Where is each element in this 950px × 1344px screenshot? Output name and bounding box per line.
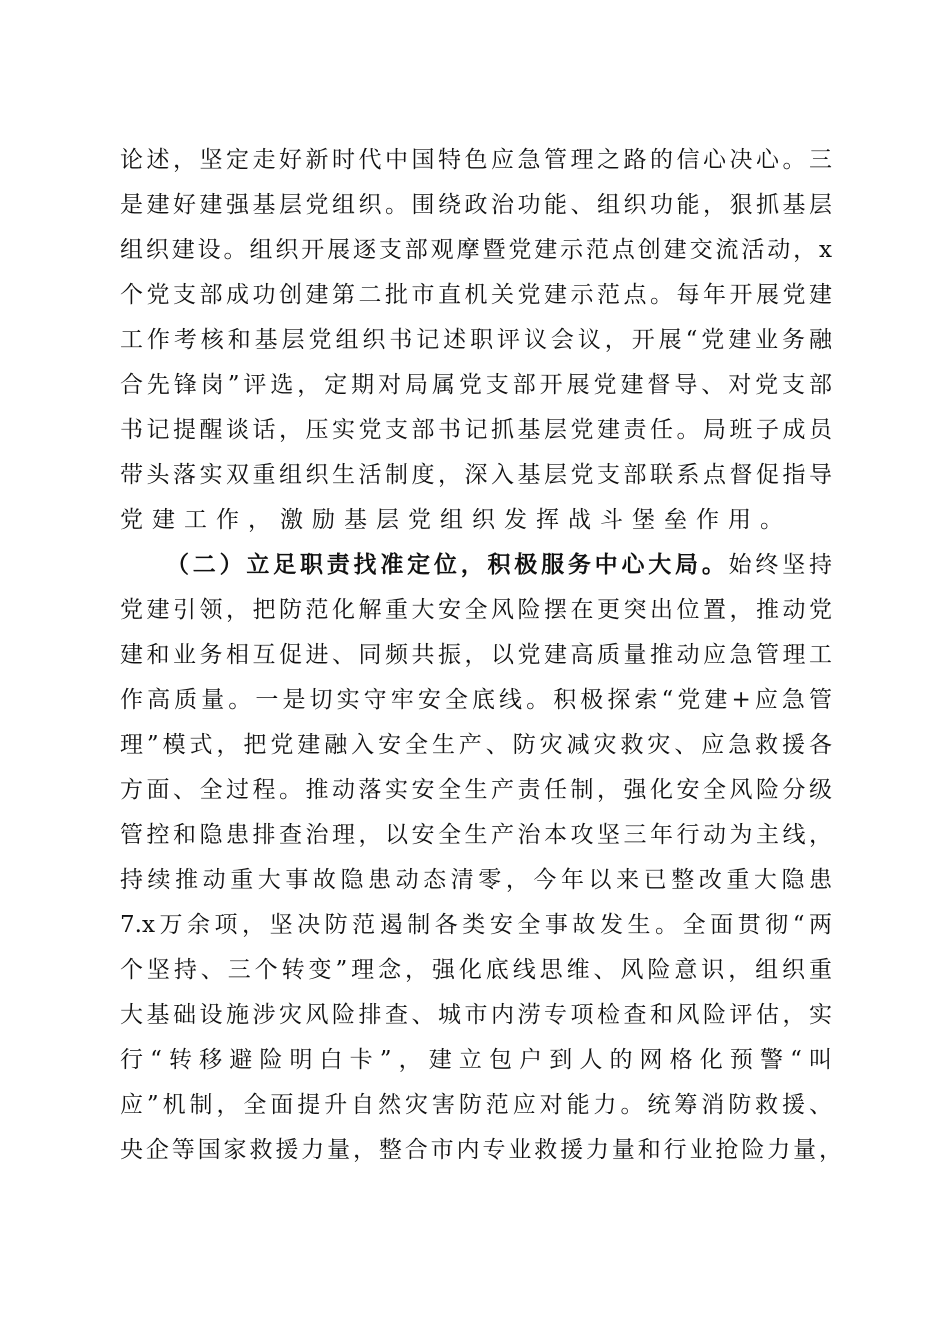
text-line: 带头落实双重组织生活制度，深入基层党支部联系点督促指导 bbox=[120, 462, 832, 488]
text-line: 7.x万余项，坚决防范遏制各类安全事故发生。全面贯彻“两 bbox=[120, 912, 832, 938]
text-line: 央企等国家救援力量，整合市内专业救援力量和行业抢险力量， bbox=[120, 1137, 842, 1163]
text-line: 应”机制，全面提升自然灾害防范应对能力。统筹消防救援、 bbox=[120, 1092, 832, 1118]
text-line: 管控和隐患排查治理，以安全生产治本攻坚三年行动为主线， bbox=[120, 822, 832, 848]
text-line: 作高质量。一是切实守牢安全底线。积极探索“党建+应急管 bbox=[120, 687, 832, 713]
text-line: 组织建设。组织开展逐支部观摩暨党建示范点创建交流活动，x bbox=[120, 237, 832, 263]
section-heading: （二）立足职责找准定位，积极服务中心大局。 bbox=[166, 551, 729, 578]
text-line: 持续推动重大事故隐患动态清零，今年以来已整改重大隐患 bbox=[120, 867, 832, 893]
text-line: 方面、全过程。推动落实安全生产责任制，强化安全风险分级 bbox=[120, 777, 832, 803]
text-line: 个党支部成功创建第二批市直机关党建示范点。每年开展党建 bbox=[120, 282, 832, 308]
text-line: 大基础设施涉灾风险排查、城市内涝专项检查和风险评估，实 bbox=[120, 1002, 832, 1028]
text-line: 书记提醒谈话，压实党支部书记抓基层党建责任。局班子成员 bbox=[120, 417, 832, 443]
text-line: 个坚持、三个转变”理念，强化底线思维、风险意识，组织重 bbox=[120, 957, 832, 983]
text-line: 工作考核和基层党组织书记述职评议会议，开展“党建业务融 bbox=[120, 327, 832, 353]
section-heading-line bbox=[166, 548, 832, 582]
text-line: 党建工作，激励基层党组织发挥战斗堡垒作用。 bbox=[120, 507, 792, 533]
text-span: 始终坚持 bbox=[728, 552, 833, 578]
text-line: 是建好建强基层党组织。围绕政治功能、组织功能，狠抓基层 bbox=[120, 192, 832, 218]
text-line: 理”模式，把党建融入安全生产、防灾减灾救灾、应急救援各 bbox=[120, 732, 832, 758]
text-line: 合先锋岗”评选，定期对局属党支部开展党建督导、对党支部 bbox=[120, 372, 832, 398]
text-line: 党建引领，把防范化解重大安全风险摆在更突出位置，推动党 bbox=[120, 597, 832, 623]
text-line: 建和业务相互促进、同频共振，以党建高质量推动应急管理工 bbox=[120, 642, 832, 668]
text-line: 行“转移避险明白卡”，建立包户到人的网格化预警“叫 bbox=[120, 1047, 832, 1073]
text-line: 论述，坚定走好新时代中国特色应急管理之路的信心决心。三 bbox=[120, 147, 832, 173]
